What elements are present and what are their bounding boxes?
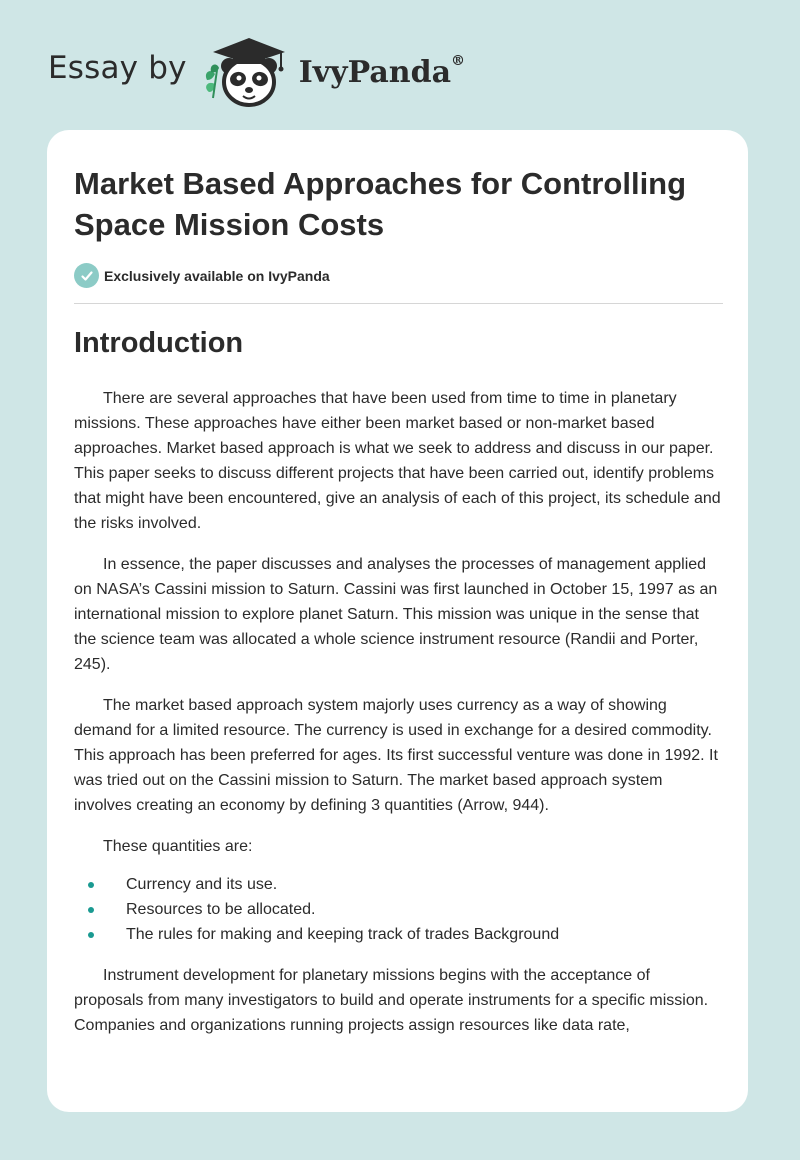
paragraph: Instrument development for planetary missions begins with the acceptance of proposals from many investigators to build and operate instruments for a specific mission. Companies and organizations running projects assign resources like data rate, — [74, 967, 709, 1034]
registered-mark: ® — [451, 52, 466, 69]
paragraph: There are several approaches that have been used from time to time in planetary missions. These approaches have either been market based or non-market based approaches. Market based approach is what we seek to address and discuss in our paper. This paper seeks to discuss different projects that have been carried out, identify problems that might have been encountered, give an analysis of each of this project, its schedule and the risks involved. — [74, 390, 721, 532]
bullet-dot-icon — [88, 907, 94, 913]
paragraph: The market based approach system majorly uses currency as a way of showing demand for a limited resource. The currency is used in exchange for a desired commodity. This approach has been preferred for ages. Its first successful venture was done in 1992. It was tried out on the Cassini mission to Saturn. The market based approach system involves creating an economy by defining 3 quantities (Arrow, 944). — [74, 697, 718, 814]
brand-name[interactable] — [298, 52, 466, 90]
essay-title: Market Based Approaches for Controlling Space Mission Costs — [74, 166, 687, 242]
brand-name-text: IvyPanda — [298, 54, 452, 90]
list-item-text: Resources to be allocated. — [126, 901, 316, 918]
bullet-dot-icon — [88, 932, 94, 938]
check-circle-icon — [74, 263, 99, 288]
section-heading-introduction: Introduction — [74, 327, 244, 359]
title-divider — [74, 303, 723, 304]
panda-logo-icon[interactable] — [201, 32, 293, 112]
essay-card — [47, 130, 748, 1112]
list-item — [74, 922, 723, 947]
list-item-text: Currency and its use. — [126, 876, 278, 893]
site-header — [48, 32, 465, 112]
panda-logo-svg — [201, 32, 293, 112]
list-item — [74, 872, 723, 897]
quantities-list — [74, 872, 723, 947]
essay-by-label: Essay by — [48, 50, 187, 86]
list-item — [74, 897, 723, 922]
check-icon-svg — [80, 269, 94, 283]
paragraph: In essence, the paper discusses and analyses the processes of management applied on NASA’s Cassini mission to Saturn. Cassini was first launched in October 15, 1997 as an international mission to explore planet Saturn. This mission was unique in the sense that the science team was allocated a whole science instrument resource (Randii and Porter, 245). — [74, 556, 718, 673]
exclusive-badge-label: Exclusively available on IvyPanda — [104, 267, 330, 284]
paragraph: These quantities are: — [103, 838, 253, 855]
list-item-text: The rules for making and keeping track of trades Background — [126, 926, 560, 943]
exclusive-badge — [74, 263, 330, 288]
bullet-dot-icon — [88, 882, 94, 888]
essay-body — [74, 386, 723, 1054]
